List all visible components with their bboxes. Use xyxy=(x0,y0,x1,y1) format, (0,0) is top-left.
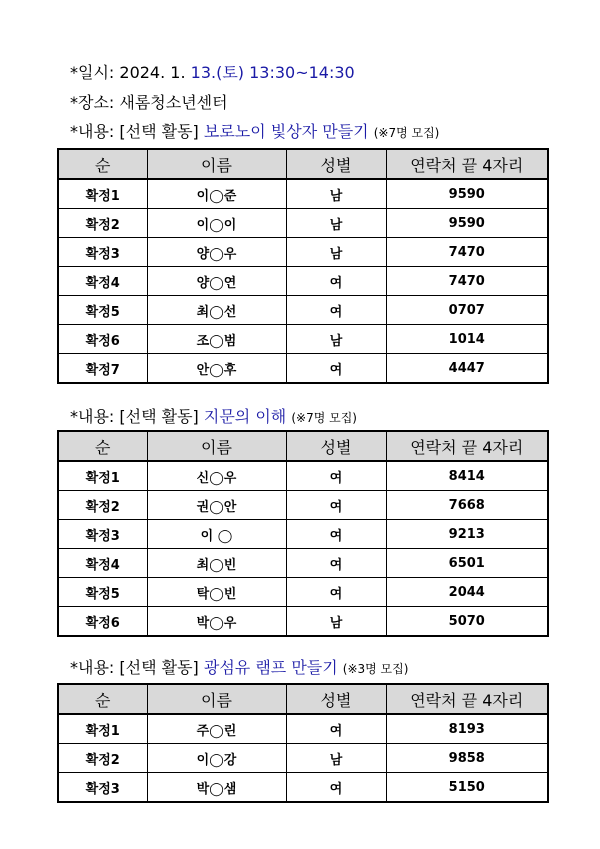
table-row xyxy=(58,238,548,267)
table-cell: 확정6 xyxy=(58,607,147,637)
table-row xyxy=(58,296,548,325)
section-label: *내용: [선택 활동] xyxy=(70,407,204,426)
table-cell: 남 xyxy=(286,209,386,238)
column-header: 연락처 끝 4자리 xyxy=(386,149,548,179)
column-header: 순 xyxy=(58,684,147,714)
section-note: (※7명 모집) xyxy=(291,411,357,425)
section-note: (※7명 모집) xyxy=(373,126,440,140)
table-cell: 여 xyxy=(286,549,386,578)
table-cell: 2044 xyxy=(386,578,548,607)
table-cell: 7470 xyxy=(386,267,548,296)
section-heading xyxy=(70,407,357,428)
column-header: 성별 xyxy=(286,149,386,179)
table-row xyxy=(58,179,548,209)
table-cell: 확정7 xyxy=(58,354,147,384)
table-row xyxy=(58,209,548,238)
column-header: 성별 xyxy=(286,431,386,461)
table-cell: 7668 xyxy=(386,491,548,520)
column-header: 연락처 끝 4자리 xyxy=(386,431,548,461)
table-row xyxy=(58,267,548,296)
table-cell: 6501 xyxy=(386,549,548,578)
table-cell: 박◯우 xyxy=(147,607,286,637)
table-cell: 최◯선 xyxy=(147,296,286,325)
table-cell: 확정2 xyxy=(58,744,147,773)
date-line xyxy=(70,63,355,83)
table-cell: 양◯우 xyxy=(147,238,286,267)
table-cell: 5150 xyxy=(386,773,548,803)
table-row xyxy=(58,578,548,607)
table-cell: 9590 xyxy=(386,209,548,238)
section-title: 광섬유 램프 만들기 xyxy=(203,658,343,677)
table-cell: 주◯린 xyxy=(147,714,286,744)
table-cell: 확정6 xyxy=(58,325,147,354)
table-cell: 8193 xyxy=(386,714,548,744)
table-cell: 여 xyxy=(286,461,386,491)
table-cell: 확정3 xyxy=(58,773,147,803)
date-value: 13.(토) 13:30~14:30 xyxy=(190,63,355,82)
table-cell: 확정5 xyxy=(58,296,147,325)
table-cell: 여 xyxy=(286,578,386,607)
table-cell: 9858 xyxy=(386,744,548,773)
table-cell: 조◯범 xyxy=(147,325,286,354)
participants-table xyxy=(57,683,549,803)
table-cell: 여 xyxy=(286,354,386,384)
column-header: 순 xyxy=(58,431,147,461)
table-cell: 탁◯빈 xyxy=(147,578,286,607)
place-line: *장소: 새롬청소년센터 xyxy=(70,93,228,112)
table-cell: 0707 xyxy=(386,296,548,325)
table-row xyxy=(58,491,548,520)
table-row xyxy=(58,744,548,773)
table-cell: 남 xyxy=(286,325,386,354)
table-cell: 9213 xyxy=(386,520,548,549)
table-cell: 확정1 xyxy=(58,179,147,209)
table-cell: 확정3 xyxy=(58,238,147,267)
table-cell: 확정5 xyxy=(58,578,147,607)
table-row xyxy=(58,773,548,803)
table-header-row xyxy=(58,431,548,461)
section-label: *내용: [선택 활동] xyxy=(70,658,204,677)
table-cell: 9590 xyxy=(386,179,548,209)
participants-table xyxy=(57,430,549,637)
table-cell: 남 xyxy=(286,744,386,773)
column-header: 이름 xyxy=(147,149,286,179)
table-cell: 여 xyxy=(286,520,386,549)
column-header: 연락처 끝 4자리 xyxy=(386,684,548,714)
table-cell: 이◯이 xyxy=(147,209,286,238)
table-cell: 8414 xyxy=(386,461,548,491)
table-row xyxy=(58,607,548,637)
table-cell: 양◯연 xyxy=(147,267,286,296)
date-label: *일시: 2024. 1. xyxy=(70,63,186,82)
table-cell: 확정2 xyxy=(58,491,147,520)
section-title: 보로노이 빛상자 만들기 xyxy=(203,122,374,141)
table-cell: 확정4 xyxy=(58,267,147,296)
table-cell: 확정3 xyxy=(58,520,147,549)
section-heading xyxy=(70,658,408,679)
table-cell: 4447 xyxy=(386,354,548,384)
table-cell: 여 xyxy=(286,491,386,520)
table-cell: 남 xyxy=(286,238,386,267)
table-cell: 최◯빈 xyxy=(147,549,286,578)
section-label: *내용: [선택 활동] xyxy=(70,122,204,141)
section-note: (※3명 모집) xyxy=(342,662,409,676)
table-cell: 이 ◯ xyxy=(147,520,286,549)
table-header-row xyxy=(58,149,548,179)
participants-table xyxy=(57,148,549,384)
table-row xyxy=(58,520,548,549)
table-cell: 확정1 xyxy=(58,714,147,744)
table-cell: 확정2 xyxy=(58,209,147,238)
table-cell: 권◯안 xyxy=(147,491,286,520)
table-cell: 1014 xyxy=(386,325,548,354)
section-title: 지문의 이해 xyxy=(203,407,292,426)
table-cell: 7470 xyxy=(386,238,548,267)
table-row xyxy=(58,714,548,744)
table-cell: 확정4 xyxy=(58,549,147,578)
table-cell: 여 xyxy=(286,714,386,744)
table-cell: 박◯샘 xyxy=(147,773,286,803)
table-row xyxy=(58,354,548,384)
table-cell: 이◯강 xyxy=(147,744,286,773)
table-cell: 신◯우 xyxy=(147,461,286,491)
table-row xyxy=(58,549,548,578)
table-cell: 확정1 xyxy=(58,461,147,491)
column-header: 이름 xyxy=(147,431,286,461)
table-row xyxy=(58,461,548,491)
table-cell: 5070 xyxy=(386,607,548,637)
table-row xyxy=(58,325,548,354)
table-cell: 여 xyxy=(286,773,386,803)
table-header-row xyxy=(58,684,548,714)
column-header: 순 xyxy=(58,149,147,179)
table-cell: 여 xyxy=(286,267,386,296)
table-cell: 남 xyxy=(286,607,386,637)
table-cell: 안◯후 xyxy=(147,354,286,384)
table-cell: 여 xyxy=(286,296,386,325)
table-cell: 남 xyxy=(286,179,386,209)
section-heading xyxy=(70,122,439,143)
column-header: 성별 xyxy=(286,684,386,714)
table-cell: 이◯준 xyxy=(147,179,286,209)
column-header: 이름 xyxy=(147,684,286,714)
